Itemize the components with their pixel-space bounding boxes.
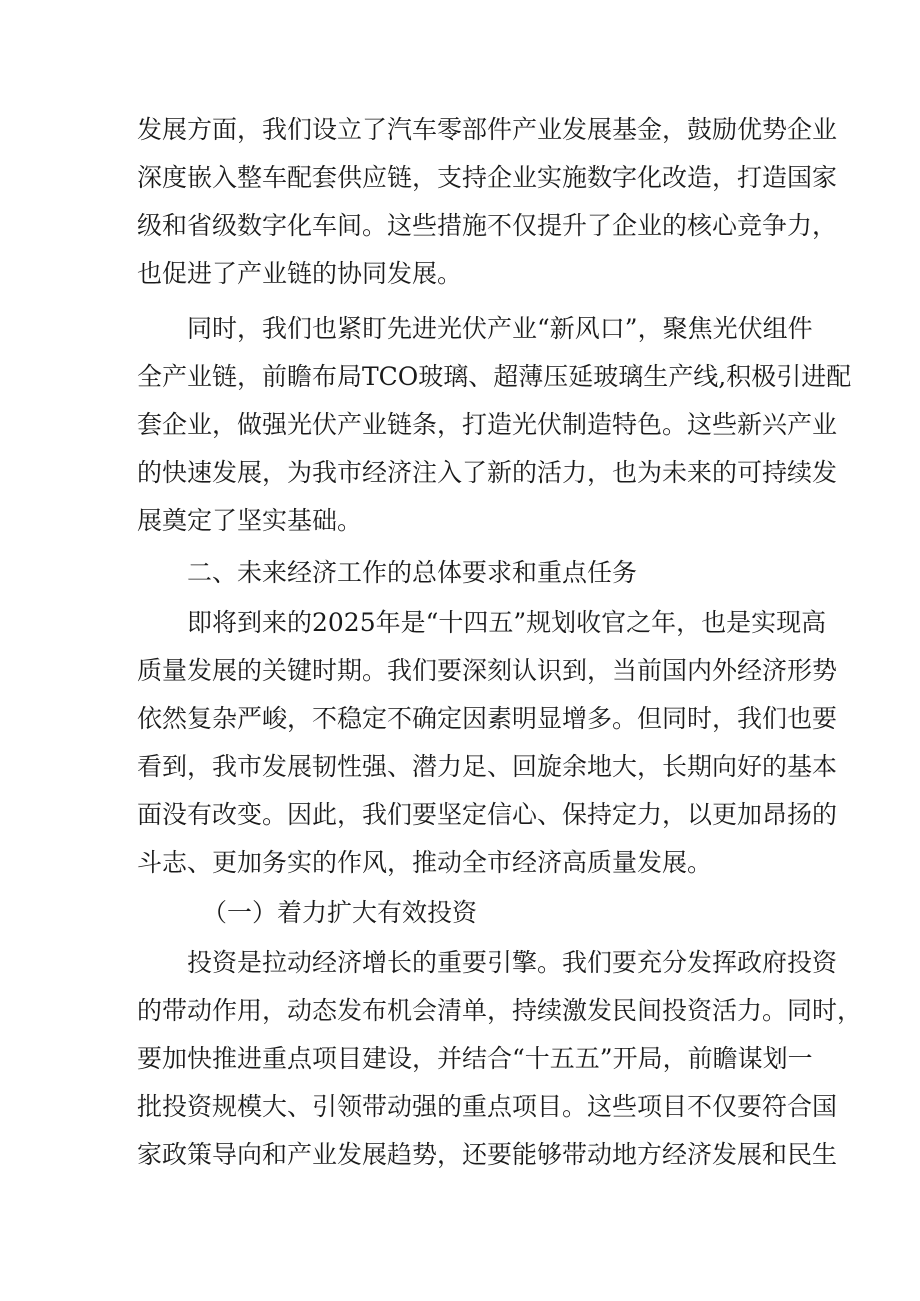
paragraph-line: 看到，我市发展韧性强、潜力足、回旋余地大，长期向好的基本 <box>137 752 838 781</box>
paragraph-line: 级和省级数字化车间。这些措施不仅提升了企业的核心竞争力， <box>137 211 838 240</box>
paragraph-line: 质量发展的关键时期。我们要深刻认识到，当前国内外经济形势 <box>137 656 838 685</box>
paragraph-line: 即将到来的2025年是“十四五”规划收官之年，也是实现高 <box>187 608 827 637</box>
paragraph-line: 斗志、更加务实的作风，推动全市经济高质量发展。 <box>137 848 713 877</box>
paragraph-line: 也促进了产业链的协同发展。 <box>137 259 463 288</box>
section-heading: 二、未来经济工作的总体要求和重点任务 <box>187 558 638 587</box>
paragraph-line: 面没有改变。因此，我们要坚定信心、保持定力，以更加昂扬的 <box>137 800 838 829</box>
paragraph-line: 展奠定了坚实基础。 <box>137 506 363 535</box>
paragraph-line: 投资是拉动经济增长的重要引擎。我们要充分发挥政府投资 <box>187 948 838 977</box>
paragraph-line: 发展方面，我们设立了汽车零部件产业发展基金，鼓励优势企业 <box>137 115 838 144</box>
paragraph-line: 的带动作用，动态发布机会清单，持续激发民间投资活力。同时， <box>137 996 863 1025</box>
paragraph-line: 套企业，做强光伏产业链条，打造光伏制造特色。这些新兴产业 <box>137 410 838 439</box>
paragraph-line: 要加快推进重点项目建设，并结合“十五五”开局，前瞻谋划一 <box>137 1044 813 1073</box>
paragraph-line: 依然复杂严峻，不稳定不确定因素明显增多。但同时，我们也要 <box>137 704 838 733</box>
paragraph-line: 的快速发展，为我市经济注入了新的活力，也为未来的可持续发 <box>137 458 838 487</box>
subsection-heading: （一）着力扩大有效投资 <box>202 898 478 927</box>
paragraph-line: 家政策导向和产业发展趋势，还要能够带动地方经济发展和民生 <box>137 1140 838 1169</box>
paragraph-line: 同时，我们也紧盯先进光伏产业“新风口”，聚焦光伏组件 <box>187 314 813 343</box>
paragraph-line: 批投资规模大、引领带动强的重点项目。这些项目不仅要符合国 <box>137 1092 838 1121</box>
paragraph-line: 深度嵌入整车配套供应链，支持企业实施数字化改造，打造国家 <box>137 163 838 192</box>
paragraph-line: 全产业链，前瞻布局TCO玻璃、超薄压延玻璃生产线,积极引进配 <box>137 362 852 391</box>
